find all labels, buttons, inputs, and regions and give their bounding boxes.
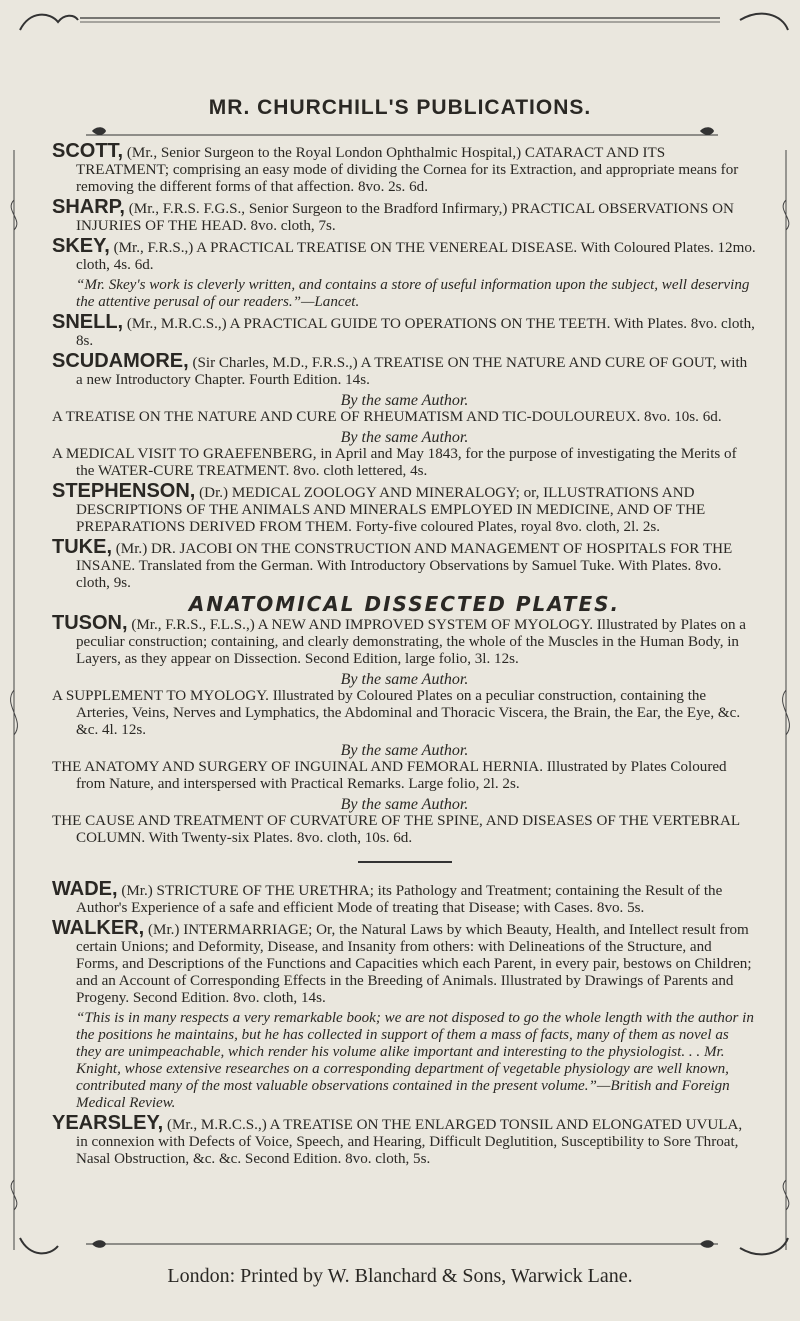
byline: By the same Author. xyxy=(340,429,469,446)
entry-text: (Mr.) INTERMARRIAGE; Or, the Natural Laws by which Beauty, Health, and Intellect result from certain Unions; and Deformity, Disease, and Insanity from others: with Delineations of the Structure, and Forms, and Descriptions of the Functions and Capacities which each Parent, in every pair, bestows on Children; and an Account of Corresponding Effects in the Breeding of Animals. Illustrated by Drawings of Parents and Progeny. Second Edition. 8vo. cloth, 14s. xyxy=(76,922,752,1006)
entries-group-3 xyxy=(52,480,757,592)
entry-author: TUSON, xyxy=(52,612,128,634)
entry-author: SCOTT, xyxy=(52,140,124,162)
entry-scudamore xyxy=(52,350,757,389)
entries-group-2 xyxy=(52,311,757,480)
review-quote-skey: “Mr. Skey's work is cleverly written, and contains a store of useful information upon the subject, well deserving the attentive perusal of our readers.”—Lancet. xyxy=(76,277,750,310)
entry-text: (Sir Charles, M.D., F.R.S.,) A TREATISE ON THE NATURE AND CURE OF GOUT, with a new Introductory Chapter. Fourth Edition. 14s. xyxy=(76,355,748,388)
related-work: A MEDICAL VISIT TO GRAEFENBERG, in April and May 1843, for the purpose of investigating the Merits of the WATER-CURE TREATMENT. 8vo. cloth lettered, 4s. xyxy=(52,446,737,479)
entries-group-4 xyxy=(52,878,757,1168)
entry-text: (Mr., M.R.C.S.,) A PRACTICAL GUIDE TO OPERATIONS ON THE TEETH. With Plates. 8vo. cloth, 8s. xyxy=(76,316,755,349)
entry-text: (Mr., M.R.C.S.,) A TREATISE ON THE ENLARGED TONSIL AND ELONGATED UVULA, in connexion with Defects of Voice, Speech, and Hearing, Difficult Deglutition, Susceptibility to Sore Throat, Nasal Obstruction, &c. &c. Second Edition. 8vo. cloth, 5s. xyxy=(76,1117,743,1167)
byline: By the same Author. xyxy=(340,796,469,813)
related-work: THE CAUSE AND TREATMENT OF CURVATURE OF THE SPINE, AND DISEASES OF THE VERTEBRAL COLUMN. With Twenty-six Plates. 8vo. cloth, 10s. 6d. xyxy=(52,813,740,846)
entry-author: SNELL, xyxy=(52,311,124,333)
entry-skey xyxy=(52,235,757,274)
byline: By the same Author. xyxy=(340,392,469,409)
entry-text: (Mr., F.R.S.,) A PRACTICAL TREATISE ON THE VENEREAL DISEASE. With Coloured Plates. 12mo. cloth, 4s. 6d. xyxy=(76,240,756,273)
entries-group-1 xyxy=(52,140,757,311)
entry-text: (Mr., F.R.S. F.G.S., Senior Surgeon to the Bradford Infirmary,) PRACTICAL OBSERVATIONS ON INJURIES OF THE HEAD. 8vo. cloth, 7s. xyxy=(76,201,734,234)
entry-sharp xyxy=(52,196,757,235)
entry-author: TUKE, xyxy=(52,536,112,558)
entry-yearsley xyxy=(52,1112,757,1168)
top-ornament xyxy=(0,0,800,70)
entry-text: (Mr.) STRICTURE OF THE URETHRA; its Pathology and Treatment; containing the Result of the Author's Experience of a safe and efficient Mode of treating that Disease; with Cases. 8vo. 5s. xyxy=(76,883,723,916)
section-heading: ANATOMICAL DISSECTED PLATES. xyxy=(188,592,621,616)
entry-author: WADE, xyxy=(52,878,118,900)
review-quote-walker: “This is in many respects a very remarkable book; we are not disposed to go the whole length with the author in the positions he maintains, but he has collected in support of them a mass of facts, many of them as novel as they are unimpeachable, which render his volume alike important and interesting to the physiologist. . . Mr. Knight, whose extensive researches on a corresponding department of vegetable physiology are well known, contributed many of the most valuable observations contained in the present volume.”—British and Foreign Medical Review. xyxy=(76,1010,754,1111)
entry-author: STEPHENSON, xyxy=(52,480,196,502)
tuson-group xyxy=(52,612,757,847)
right-border-ornament xyxy=(772,150,800,1250)
entry-snell xyxy=(52,311,757,350)
page-header-title: MR. CHURCHILL'S PUBLICATIONS. xyxy=(208,96,592,119)
entry-author: SKEY, xyxy=(52,235,110,257)
entry-author: SCUDAMORE, xyxy=(52,350,189,372)
section-divider xyxy=(358,861,452,863)
entry-tuson xyxy=(52,612,757,668)
related-work: A SUPPLEMENT TO MYOLOGY. Illustrated by Coloured Plates on a peculiar construction, containing the Arteries, Veins, Nerves and Lymphatics, the Abdominal and Thoracic Viscera, the Brain, the Ear, the Eye, &c. &c. 4l. 12s. xyxy=(52,688,741,738)
entry-tuke xyxy=(52,536,757,592)
entry-text: (Dr.) MEDICAL ZOOLOGY AND MINERALOGY; or, ILLUSTRATIONS AND DESCRIPTIONS OF THE ANIMALS AND MINERALS EMPLOYED IN MEDICINE, AND OF THE PREPARATIONS DERIVED FROM THEM. Forty-five coloured Plates, royal 8vo. cloth, 2l. 2s. xyxy=(76,485,706,535)
entry-text: (Mr., Senior Surgeon to the Royal London Ophthalmic Hospital,) CATARACT AND ITS TREATMENT; comprising an easy mode of dividing the Cornea for its Extraction, and appropriate means for removing the different forms of that affection. 8vo. 2s. 6d. xyxy=(76,145,739,195)
entry-wade xyxy=(52,878,757,917)
entry-text: (Mr., F.R.S., F.L.S.,) A NEW AND IMPROVED SYSTEM OF MYOLOGY. Illustrated by Plates on a peculiar construction; containing, and clearly demonstrating, the whole of the Muscles in the Human Body, in Layers, as they appear on Dissection. Second Edition, large folio, 3l. 12s. xyxy=(76,617,746,667)
entry-text: (Mr.) DR. JACOBI ON THE CONSTRUCTION AND MANAGEMENT OF HOSPITALS FOR THE INSANE. Translated from the German. With Introductory Observations by Samuel Tuke. With Plates. 8vo. cloth, 9s. xyxy=(76,541,733,591)
entry-author: YEARSLEY, xyxy=(52,1112,164,1134)
printer-imprint: London: Printed by W. Blanchard & Sons, Warwick Lane. xyxy=(167,1265,633,1287)
byline: By the same Author. xyxy=(340,742,469,759)
related-work: THE ANATOMY AND SURGERY OF INGUINAL AND FEMORAL HERNIA. Illustrated by Plates Coloured from Nature, and interspersed with Practical Remarks. Large folio, 2l. 2s. xyxy=(52,759,727,792)
entry-author: WALKER, xyxy=(52,917,145,939)
left-border-ornament xyxy=(0,150,28,1250)
entry-walker xyxy=(52,917,757,1007)
right-vine-ornament-icon xyxy=(772,150,800,1250)
catalogue-listing xyxy=(52,140,757,1171)
entry-stephenson xyxy=(52,480,757,536)
related-work: A TREATISE ON THE NATURE AND CURE OF RHEUMATISM AND TIC-DOULOUREUX. 8vo. 10s. 6d. xyxy=(52,409,722,425)
byline: By the same Author. xyxy=(340,671,469,688)
entry-scott xyxy=(52,140,757,196)
left-vine-ornament-icon xyxy=(0,150,28,1250)
entry-author: SHARP, xyxy=(52,196,125,218)
